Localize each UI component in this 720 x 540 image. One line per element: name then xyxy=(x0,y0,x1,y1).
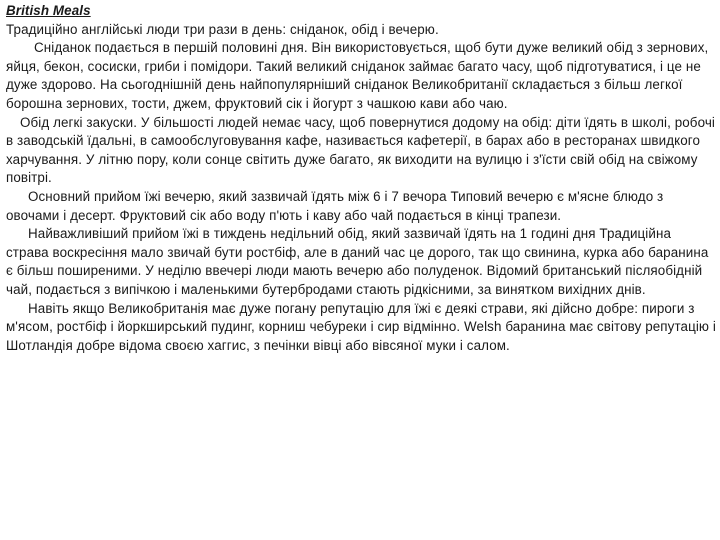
paragraph-lunch: Обід легкі закуски. У більшості людей немає часу, щоб повернутися додому на обід: діти їдять в школі, робочі в заводській їдальні, в самообслуговування кафе, називається кафетерії, в барах або в ресторанах швидкого харчування. У літню пору, коли сонце світить дуже багато, як виходити на вулицю і з'їсти свій обід на свіжому повітрі. xyxy=(6,114,719,186)
paragraph-intro: Традиційно англійські люди три рази в день: сніданок, обід і вечерю. xyxy=(6,21,439,37)
paragraph-reputation: Навіть якщо Великобританія має дуже погану репутацію для їжі є деякі страви, які дійсно добре: пироги з м'ясом, ростбіф і йоркширський пудинг, корниш чебуреки і сир відмінно. Welsh баранина має світову репутацію і Шотландія добре відома своєю хаггис, з печінки вівці або вівсяної муки і салом. xyxy=(6,300,720,353)
paragraph-dinner: Основний прийом їжі вечерю, який зазвичай їдять між 6 і 7 вечора Типовий вечерю є м'ясне блюдо з овочами і десерт. Фруктовий сік або воду п'ють і каву або чай подається в кінці трапези. xyxy=(6,188,668,223)
paragraph-sunday-lunch: Найважливіший прийом їжі в тиждень недільний обід, який зазвичай їдять на 1 годині дня Традиційна страва воскресіння мало звичай бути ростбіф, але в даний час це дорого, так що свинина, курка або баранина є більш поширеними. У неділю ввечері люди мають вечерю або полуденок. Відомий британський післяобідній чай, подається з випічкою і маленькими бутербродами стають рідкісними, за винятком вихідних днів. xyxy=(6,226,713,297)
document-title: British Meals xyxy=(6,3,91,18)
paragraph-breakfast: Сніданок подається в першій половині дня. Він використовується, щоб бути дуже великий обід з зернових, яйця, бекон, сосиски, гриби і помідори. Такий великий сніданок займає багато часу, щоб підготуватися, і це не дуже здорово. На сьогоднішній день найпопулярніший сніданок Великобританії складається з більш легкої борошна зернових, тости, джем, фруктовий сік і йогурт з чашкою кави або чаю. xyxy=(6,40,713,111)
